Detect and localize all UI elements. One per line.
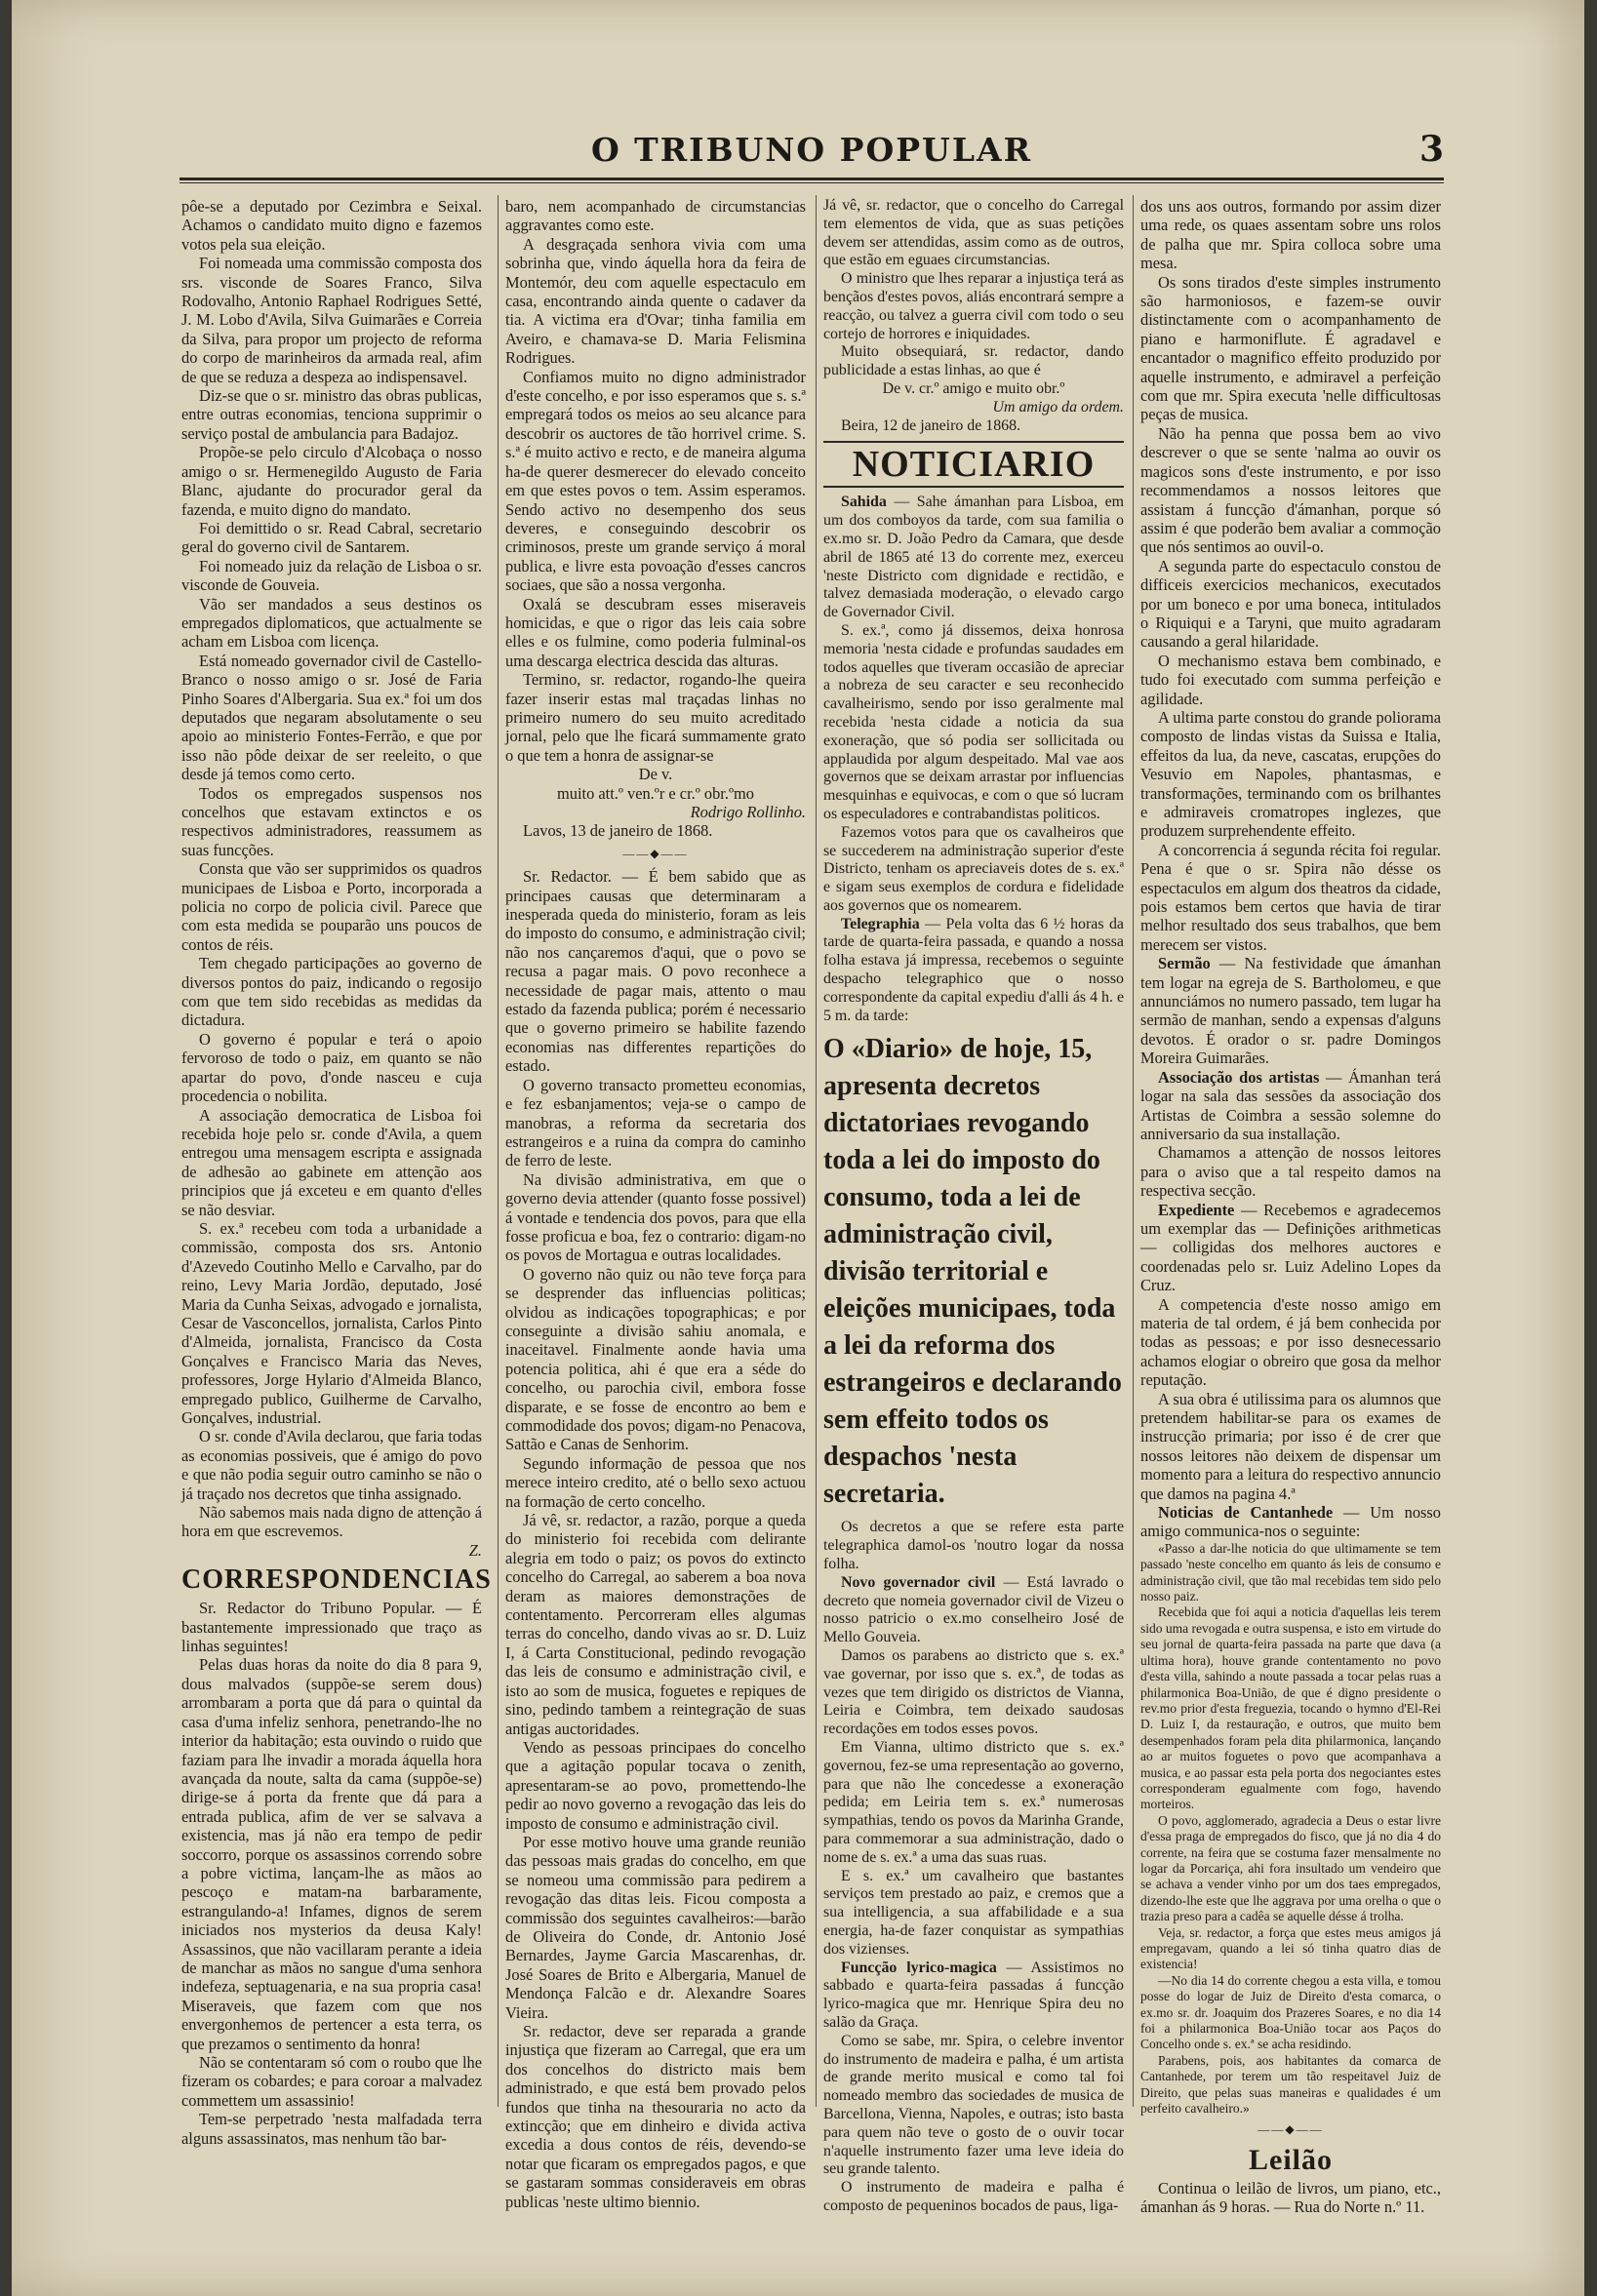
paragraph: O ministro que lhes reparar a injustiça terá as bençãos d'estes povos, aliás encontrará sempre a reacção, ou talvez a guerra civil com todo o seu cortejo de horrores e iniquidades. [823, 270, 1124, 342]
item-text: — Na festividade que ámanhan tem logar na egreja de S. Bartholomeu, e que annunciámos no numero passado, tem lugar ha sermão de manhan, sendo a expensas d'alguns devotos. É orador o sr. padre Domingos Moreira Guimarães. [1140, 954, 1441, 1068]
section-heading-noticiario: NOTICIARIO [823, 441, 1124, 488]
signer: Rodrigo Rollinho. [690, 803, 806, 821]
header-rule-thin [180, 182, 1444, 183]
paragraph: Continua o leilão de livros, um piano, etc., ámanhan ás 9 horas. — Rua do Norte n.º 11. [1140, 2178, 1441, 2217]
section-heading-leilao: Leilão [1249, 2143, 1333, 2176]
item-text: — Assistimos no sabbado e quarta-feira passadas á funcção lyrico-magica que mr. Henrique Spira deu no salão da Graça. [823, 1959, 1124, 2031]
item-text: — Ámanhan terá logar na sala das sessões da associação dos Artistas de Coimbra a sessão solemne do anniversario da sua installação. [1140, 1067, 1442, 1143]
paragraph: Na divisão administrativa, em que o governo devia attender (quanto fosse possivel) á vontade e tendencia dos povos, para que ella fosse proficua e boa, fez o contrario: digam-no os povos de Mortagua e outras localidades. [505, 1169, 806, 1265]
item-text: — Pela volta das 6 ½ horas da tarde de quarta-feira passada, e quando a nossa folha estava já impressa, recebemos o seguinte despacho telegraphico que o nosso correspondente da capital expediu d'alli ás 4 h. e 5 m. da tarde: [823, 915, 1124, 1024]
paragraph: Damos os parabens ao districto que s. ex.ª vae governar, por isso que s. ex.ª, de todas as vezes que tem dirigido os districtos de Vianna, Leiria e Coimbra, tem deixado saudosas recordações em todos esses povos. [823, 1647, 1124, 1738]
paragraph: S. ex.ª recebeu com toda a urbanidade a commissão, composta dos srs. Antonio d'Azevedo Coutinho Mello e Carvalho, par do reino, Levy Maria Jordão, deputado, José Maria da Cunha Seixas, advogado e jornalista, Cesar de Vasconcellos, jornalista, Carlos Pinto d'Almeida, jornalista, Francisco da Costa Gonçalves e Francisco Maria das Neves, professores, Jorge Hylario d'Almeida Blanco, empregado publico, Guilherme de Carvalho, Gonçalves, industrial. [181, 1218, 482, 1427]
paragraph: O mechanismo estava bem combinado, e tudo foi executado com summa perfeição e agilidade. [1140, 651, 1441, 708]
paragraph: A desgraçada senhora vivia com uma sobrinha que, vindo áquella hora da feira de Montemór, deu com aquelle espectaculo em casa, encontrando ainda quente o cadaver da tia. A victima era d'Ovar; tinha familia em Aveiro, e chamava-se D. Maria Felismina Rodrigues. [505, 234, 806, 368]
page-number: 3 [1418, 129, 1444, 170]
small-paragraph: —No dia 14 do corrente chegou a esta villa, e tomou posse do logar de Juiz de Direito d'esta comarca, o ex.mo sr. dr. Joaquim dos Prazeres Soares, e no dia 14 foi a philarmonica Boa-União tocar aos Paços do Concelho onde s. ex.ª se acha residindo. [1140, 1972, 1441, 2052]
paragraph: O sr. conde d'Avila declarou, que faria todas as economias possiveis, que é amigo do povo e que não podia seguir outro caminho se não o já traçado nos decretos que tinha assignado. [181, 1427, 482, 1503]
item-title: Novo governador civil [841, 1573, 996, 1591]
small-paragraph: Recebida que foi aqui a noticia d'aquellas leis terem sido uma revogada e outra suspensa, e isto em virtude do seu jornal de quarta-feira passada na parte que dava (a ultima hora), houve grande contentamento no povo d'esta villa, sahindo a noute passada a tocar pelas ruas a philarmonica Boa-União, de que é digno presidente o rev.mo prior d'esta freguezia, tocando o hymno d'El-Rei D. Luiz I, da restauração, e outros, que muito bem desempenhados foram pela dita philarmonica, lançando ao ar muitos foguetes o povo que acompanhava a musica, e ao passar esta pela porta dos negociantes estes corresponderam egualmente com fogo, havendo morteiros. [1140, 1604, 1441, 1812]
item-title: Associação dos artistas [1158, 1067, 1320, 1087]
paragraph: O governo transacto prometteu economias, e fez esbanjamentos; veja-se o campo de manobras, a reforma da secretaria dos estrangeiros e a ruina da compra do caminho de ferro de leste. [505, 1075, 806, 1170]
paragraph: A competencia d'este nosso amigo em materia de tal ordem, é já bem conhecida por todas as pessoas; e por isso desnecessario achamos elogiar o obreiro que gosa da melhor reputação. [1140, 1294, 1441, 1390]
paragraph: Tem-se perpetrado 'nesta malfadada terra alguns assassinatos, mas nenhum tão bar- [181, 2110, 482, 2148]
small-paragraph: Veja, sr. redactor, a força que estes meus amigos já empregavam, quando a lei só tinha quatro dias de existencia! [1140, 1924, 1441, 1972]
item-title: Telegraphia [841, 915, 920, 932]
paragraph: Tem chegado participações ao governo de diversos pontos do paiz, indicando o regosijo com que tem sido recebidas as medidas da dictadura. [181, 954, 482, 1030]
closing: muito att.º ven.ºr e cr.º obr.ºmo [557, 783, 754, 803]
paragraph: Já vê, sr. redactor, que o concelho do Carregal tem elementos de vida, que as suas petições devem ser attendidas, assim como as de outros, que estão em eguaes circumstancias. [823, 197, 1124, 269]
column-divider [1133, 195, 1134, 2107]
paragraph: O governo não quiz ou não teve força para se desprender das influencias politicas; olvidou as indicações topographicas; e por conseguinte a divisão sahiu anomala, e inaceitavel. Finalmente aonde havia uma potencia politica, ahi é que era a séde do concelho, ou parochia civil, embora fosse disparate, e se fosse de encontro ao bem e commodidade dos povos; digam-no Penacova, Sattão e Canas de Senhorim. [505, 1264, 806, 1454]
item-text: — Está lavrado o decreto que nomeia governador civil de Vizeu o nosso patricio o ex.mo conselheiro José de Mello Gouveia. [823, 1573, 1125, 1646]
paragraph: Não sabemos mais nada digno de attenção á hora em que escrevemos. [181, 1503, 482, 1541]
paragraph: Segundo informação de pessoa que nos merece inteiro credito, até o bello sexo actuou na formação de certo concelho. [505, 1453, 806, 1511]
separator-ornament: ——◆—— [1258, 2122, 1324, 2137]
paragraph: Vendo as pessoas principaes do concelho que a agitação popular tocava o zenith, apresentaram-se ao povo, promettendo-lhe pedir ao novo governo a revogação das leis do imposto de consumo e administração civil. [505, 1737, 806, 1833]
dateline: Beira, 12 de janeiro de 1868. [841, 416, 1021, 434]
small-paragraph: Parabens, pois, aos habitantes da comarca de Cantanhede, por terem um tão respeitavel Juiz de Direito, que pelas suas maneiras e qualidades é um perfeito cavalheiro.» [1140, 2052, 1441, 2117]
paragraph: O instrumento de madeira e palha é composto de pequeninos bocados de paus, liga- [823, 2179, 1124, 2214]
paragraph: Os sons tirados d'este simples instrumento são harmoniosos, e fazem-se ouvir distinctamente com o acompanhamento de piano e harmoniflute. É agradavel e encantador o magnifico effeito produzido por aquelle instrumento, e admiravel a perfeição com que mr. Spira executa 'nelle difficultosas peças de musica. [1140, 272, 1441, 424]
paragraph: O governo é popular e terá o apoio fervoroso de todo o paiz, em quanto se não apartar do povo, d'onde nasceu e cuja procedencia o nobilita. [181, 1029, 482, 1106]
header-rule [180, 178, 1444, 180]
paragraph: Sr. Redactor. — É bem sabido que as principaes causas que determinaram a inesperada queda do ministerio, foram as leis do imposto do consumo, e administração civil; não nos cançaremos d'aqui, que o povo se recusa a pagar mais. O povo reconhece a necessidade de pagar mais, attento o mau estado da fazenda publica; porém é necessario que o governo primeiro se habilite fazendo economias nas differentes repartições do estado. [505, 867, 806, 1076]
telegram-text: O «Diario» de hoje, 15, apresenta decretos dictatoriaes revogando toda a lei do imposto do consumo, toda a lei de administração civil, divisão territorial e eleições municipaes, toda a lei da reforma dos estrangeiros e declarando sem effeito todos os despachos 'nesta secretaria. [823, 1034, 1122, 1510]
item-title: Expediente [1158, 1200, 1235, 1219]
item-title: Funcção lyrico-magica [841, 1959, 997, 1976]
paragraph: A associação democratica de Lisboa foi recebida hoje pelo sr. conde d'Avila, a quem entregou uma mensagem escripta e assignada de adhesão ao gabinete em attenção aos principios que já exceteu e em quanto d'elles se não desviar. [181, 1105, 482, 1219]
paragraph: Pelas duas horas da noite do dia 8 para 9, dous malvados (suppõe-se serem dous) arrombaram a porta que dá para o quintal da casa d'uma infeliz senhora, penetrando-lhe no interior da habitação; esta ouvindo o ruido que faziam para lhe invadir a morada áquella hora avançada da noute, salta da cama (suppõe-se) dirige-se á porta da frente que dá para a entrada publica, afim de ver se salvava a existencia, mas já não era tempo de pedir soccorro, porque os assassinos correndo sobre a pobre victima, lançam-lhe as mãos ao pescoço e matam-na barbaramente, estrangulando-a! Infames, dignos de serem iniciados nos mysterios da deusa Kaly! Assassinos, que não vacillaram perante a ideia de manchar as mãos no sangue d'uma senhora indefeza, septuagenaria, e na sua propria casa! Miseraveis, que fazem com que nos envergonhemos de pertencer a esta terra, os que prezamos o sentimento da honra! [181, 1655, 482, 2053]
column-3 [823, 197, 1124, 2216]
closing: De v. cr.º amigo e muito obr.º [882, 379, 1065, 397]
masthead [180, 125, 1444, 181]
small-paragraph: «Passo a dar-lhe noticia do que ultimamente se tem passado 'neste concelho em quanto ás leis de consumo e administração civil, que tão mal recebidas tem sido pelo nosso paiz. [1140, 1540, 1441, 1604]
paragraph: Oxalá se descubram esses miseraveis homicidas, e que o rigor das leis caia sobre elles e os fulmine, como poderia fulminal-os uma descarga electrica descida das alturas. [505, 594, 806, 670]
item-text: — Sahe ámanhan para Lisboa, em um dos comboyos da tarde, com sua familia o ex.mo sr. D. João Pedro da Camara, que desde abril de 1865 até 13 do corrente mez, exerceu 'neste Districto com dignidade e rectidão, e talvez demasiada moderação, o elevado cargo de Governador Civil. [823, 494, 1124, 621]
paragraph: Está nomeado governador civil de Castello-Branco o nosso amigo o sr. José de Faria Pinho Soares d'Albergaria. Sua ex.ª foi um dos deputados que negaram absolutamente o seu apoio ao ministerio Fontes-Ferrão, e que por isso não pôde deixar de ser reeleito, o que desde já temos como certo. [181, 651, 482, 784]
paragraph: Foi nomeada uma commissão composta dos srs. visconde de Soares Franco, Silva Rodovalho, Antonio Raphael Rodrigues Setté, J. M. Lobo d'Avila, Silva Guimarães e Correia da Silva, para propor um projecto de reforma do corpo de marinheiros da armada real, afim de que se reduza a despeza ao indispensavel. [181, 254, 482, 386]
paragraph: Fazemos votos para que os cavalheiros que se succederem na administração superior d'este Districto, tenham os apreciaveis dotes de s. ex.ª e sigam seus exemplos de cordura e fidelidade aos governos que os nomearem. [823, 823, 1124, 914]
paragraph: Os decretos a que se refere esta parte telegraphica damol-os 'noutro logar da nossa folha. [823, 1519, 1124, 1573]
paragraph: Propõe-se pelo circulo d'Alcobaça o nosso amigo o sr. Hermenegildo Augusto de Faria Blanc, ajudante do procurador geral da fazenda, e muito digno do mandato. [181, 443, 482, 519]
item-text: — Um nosso amigo communica-nos o seguinte: [1140, 1503, 1441, 1541]
paragraph: S. ex.ª, como já dissemos, deixa honrosa memoria 'nesta cidade e profundas saudades em todos aquelles que tiveram occasião de apreciar a nobreza de seu caracter e seu reconhecido cavalheirismo, sendo por isso geralmente mal recebida 'nesta cidade a noticia da sua exoneração, que só podia ser sollicitada ou applaudida por algum despeitado. Mal vae aos governos que se deixam arrastar por influencias mesquinhas e equivocas, e com o que só lucram os especuladores e contrabandistas politicos. [823, 621, 1124, 822]
small-paragraph: O povo, agglomerado, agradecia a Deus o estar livre d'essa praga de empregados do fisco, que já no dia 4 do corrente, na feira que se costuma fazer mensalmente no logar da Porcariça, ahi fora insultado um vendeiro que se achava a vender vinho por um dos taes empregados, dizendo-lhe este que lhe aggrava por uma orelha o que o trazia preso para a cadêa se aquelle désse á trolha. [1140, 1812, 1441, 1924]
paragraph: A ultima parte constou do grande poliorama composto de lindas vistas da Suissa e Italia, effeitos da lua, da neve, cascatas, erupções do Vesuvio em Napoles, phantasmas, e transformações, terminando com os brilhantes e admiraveis cromatropes inglezes, que produzem surprehendente effeito. [1140, 707, 1441, 841]
paragraph: baro, nem acompanhado de circumstancias aggravantes como este. [505, 197, 806, 235]
paragraph: dos uns aos outros, formando por assim dizer uma rede, os quaes assentam sobre uns rolos de palha que mr. Spira colloca sobre uma mesa. [1140, 197, 1441, 273]
paragraph: Termino, sr. redactor, rogando-lhe queira fazer inserir estas mal traçadas linhas no primeiro numero do seu muito acreditado jornal, pelo que lhe ficará summamente grato o que tem a honra de assignar-se [505, 670, 806, 765]
paragraph: Sr. redactor, deve ser reparada a grande injustiça que fizeram ao Carregal, que era um dos concelhos do districto mais bem administrado, e que está bem provado pelos fundos que tinha na thesouraria no acto da extincção; que em dinheiro e divida activa excedia a dous contos de réis, devendo-se notar que ficaram os empregados pagos, e que se gastaram sommas consideraveis em obras publicas 'neste ultimo biennio. [505, 2022, 806, 2211]
paragraph: Confiamos muito no digno administrador d'este concelho, e por isso esperamos que s. s.ª empregará todos os meios ao seu alcance para descobrir os auctores de tão horrivel crime. S. s.ª é muito activo e recto, e de maneira alguma ha-de querer desmerecer do elevado conceito em que estes povos o tem. Assim esperamos. Sendo activo no desempenho dos seus deveres, e conseguindo descobrir os criminosos, preste um grande serviço á moral publica, e livre esta povoação d'esses cancros sociaes, que são a nossa vergonha. [505, 367, 806, 595]
dateline: Lavos, 13 de janeiro de 1868. [523, 821, 713, 841]
column-2 [505, 197, 806, 2211]
column-4 [1140, 197, 1441, 2217]
signer: Um amigo da ordem. [992, 398, 1124, 416]
paragraph: Não se contentaram só com o roubo que lhe fizeram os cobardes; e para coroar a malvadez commettem um assassinio! [181, 2053, 482, 2110]
paragraph: Foi nomeado juiz da relação de Lisboa o sr. visconde de Gouveia. [181, 556, 482, 595]
item-title: Sahida [841, 494, 887, 511]
section-heading-correspondencias: CORRESPONDENCIAS [181, 1564, 492, 1596]
item-title: Sermão [1158, 954, 1211, 973]
paragraph: Consta que vão ser supprimidos os quadros municipaes de Lisboa e Porto, incorporada a policia no corpo de policia civil. Parece que com esta medida se pouparão uns poucos de contos de réis. [181, 859, 482, 954]
column-divider [816, 195, 817, 2107]
newspaper-title: O TRIBUNO POPULAR [590, 131, 1033, 169]
paragraph: Por esse motivo houve uma grande reunião das pessoas mais gradas do concelho, em que se nomeou uma commissão para pedirem a revogação das ditas leis. Ficou composta a commissão dos seguintes cavalheiros:—barão de Oliveira do Conde, dr. Antonio José Bernardes, Jayme Garcia Mascarenhas, dr. José Soares de Brito e Albergaria, Manuel de Mendonça Falcão e dr. Alexandre Soares Vieira. [505, 1832, 806, 2022]
paragraph: A concorrencia á segunda récita foi regular. Pena é que o sr. Spira não désse os espectaculos em algum dos theatros da cidade, pois estamos bem certos que havia de tirar melhor resultado dos seus trabalhos, que bem merecem ser vistos. [1140, 840, 1441, 954]
paragraph: A sua obra é utilissima para os alumnos que pretendem habilitar-se para os exames de instrucção primaria; por isso é de crer que nossos leitores não deixem de dispensar um momento para a leitura do respectivo annuncio que damos na pagina 4.ª [1140, 1389, 1441, 1503]
newspaper-page [12, 0, 1584, 2296]
column-divider [498, 195, 499, 2107]
paragraph: Todos os empregados suspensos nos concelhos que estavam extinctos e os respectivos administradores, reassumem as suas funcções. [181, 783, 482, 859]
paragraph: Vão ser mandados a seus destinos os empregados diplomaticos, que actualmente se acham em Lisboa com licença. [181, 594, 482, 652]
separator-ornament: ——◆—— [622, 846, 689, 860]
paragraph: Em Vianna, ultimo districto que s. ex.ª governou, fez-se uma representação ao governo, para que não lhe concedesse a exoneração pedida; em Leiria tem s. ex.ª numerosas sympathias, tendo os povos da Marinha Grande, para commemorar a sua administração, dado o nome de s. ex.ª a uma das suas ruas. [823, 1739, 1124, 1866]
paragraph: Foi demittido o sr. Read Cabral, secretario geral do governo civil de Santarem. [181, 518, 482, 557]
salutation: Sr. Redactor do Tribuno Popular. — É bastantemente impressionado que traço as linhas seguintes! [181, 1599, 482, 1656]
paragraph: E s. ex.ª um cavalheiro que bastantes serviços tem prestado ao paiz, e cremos que a sua intelligencia, a sua affabilidade e a sua energia, ha-de fazer conquistar as sympathias dos vizienses. [823, 1867, 1124, 1958]
item-title: Noticias de Cantanhede [1158, 1503, 1334, 1523]
paragraph: Não ha penna que possa bem ao vivo descrever o que se sente 'nalma ao ouvir os magicos sons d'este instrumento, e por isso recommendamos a nossos leitores que assistam á funcção d'ámanhan, porque só assim é que poderão bem avaliar a commoção que nós sentimos ao ouvil-o. [1140, 423, 1441, 557]
paragraph: Chamamos a attenção de nossos leitores para o aviso que a tal respeito damos na respectiva secção. [1140, 1143, 1441, 1201]
paragraph: Como se sabe, mr. Spira, o celebre inventor do instrumento de madeira e palha, é um artista de grande merito musical e como tal foi nomeado membro das sociedades de musica de Barcellona, Vienna, Napoles, e outras; isto basta para quem não teve o gosto de o ouvir tocar n'aquelle instrumento fazer uma leve ideia do seu grande talento. [823, 2032, 1124, 2178]
closing: De v. [638, 765, 673, 784]
paragraph: pôe-se a deputado por Cezimbra e Seixal. Achamos o candidato muito digno e fazemos votos pela sua eleição. [181, 197, 482, 254]
item-text: — Recebemos e agradecemos um exemplar das — Definições arithmeticas — colligidas dos melhores auctores e coordenadas pelo sr. Luiz Adelino Lopes da Cruz. [1140, 1200, 1441, 1295]
paragraph: A segunda parte do espectaculo constou de difficeis exercicios mechanicos, executados por um boneco e por uma boneca, intitulados o Riquiqui e a Taryni, que muito agradaram causando a geral hilaridade. [1140, 556, 1441, 652]
paragraph: Diz-se que o sr. ministro das obras publicas, entre outras economias, tenciona supprimir o serviço postal de ambulancia para Badajoz. [181, 386, 482, 443]
column-1 [181, 197, 492, 2148]
signature: Z. [468, 1540, 482, 1560]
paragraph: Já vê, sr. redactor, a razão, porque a queda do ministerio foi recebida com delirante alegria em todo o paiz; os povos do extincto concelho do Carregal, ao saberem a boa nova deram as maiores demonstrações de contentamento. Percorreram elles algumas terras do concelho, dando vivas ao sr. D. Luiz I, á Carta Constitucional, pedindo revogação das leis de consumo e administração civil, e isto ao som de musica, foguetes e repiques de sino, pedindo tambem a reintegração de suas antigas auctoridades. [505, 1511, 806, 1738]
paragraph: Muito obsequiará, sr. redactor, dando publicidade a estas linhas, ao que é [823, 343, 1124, 379]
